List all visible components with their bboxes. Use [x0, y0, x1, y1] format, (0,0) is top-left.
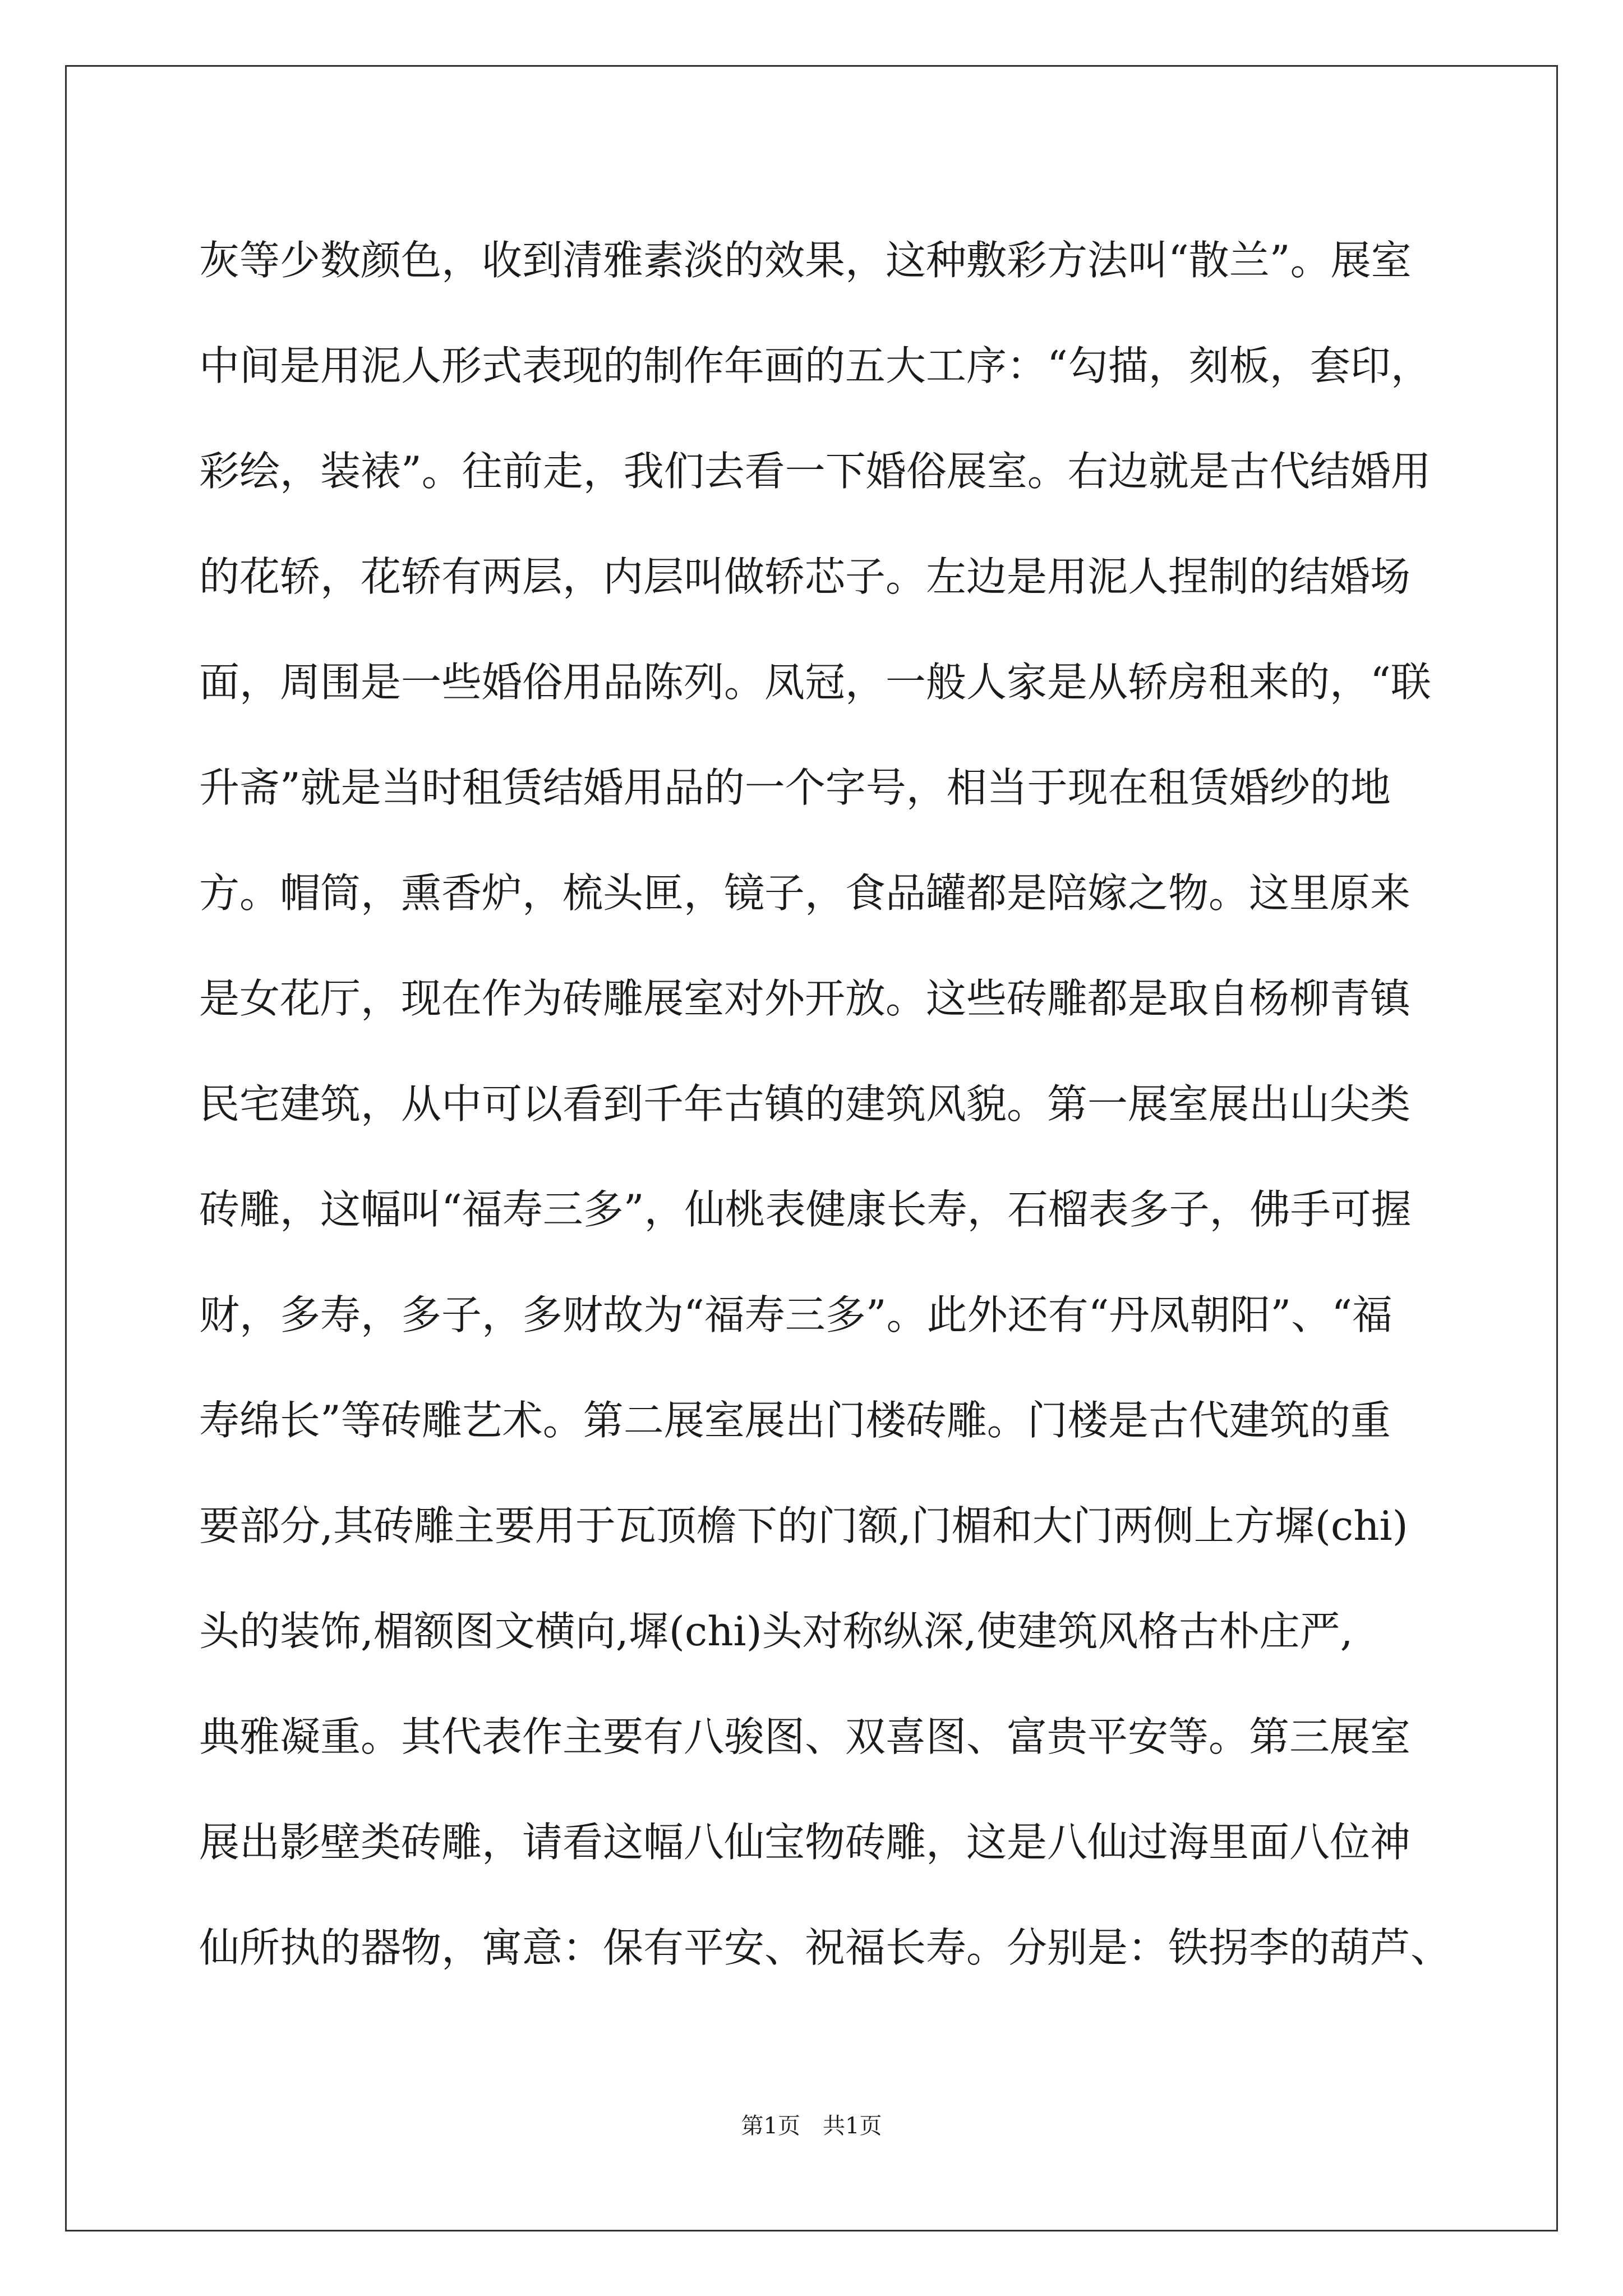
text-line: 寿绵长”等砖雕艺术。第二展室展出门楼砖雕。门楼是古代建筑的重: [199, 1397, 1391, 1444]
text-line: 要部分,其砖雕主要用于瓦顶檐下的门额,门楣和大门两侧上方墀(chi): [199, 1502, 1408, 1549]
text-line: 彩绘，装裱”。往前走，我们去看一下婚俗展室。右边就是古代结婚用: [199, 448, 1431, 495]
text-line: 中间是用泥人形式表现的制作年画的五大工序：“勾描，刻板，套印，: [199, 342, 1431, 389]
text-line: 灰等少数颜色，收到清雅素淡的效果，这种敷彩方法叫“散兰”。展室: [199, 237, 1412, 284]
page-footer: 第1页 共1页: [741, 2113, 882, 2139]
text-line: 方。帽筒，熏香炉，梳头匣，镜子，食品罐都是陪嫁之物。这里原来: [199, 869, 1411, 917]
text-line: 砖雕，这幅叫“福寿三多”，仙桃表健康长寿，石榴表多子，佛手可握: [199, 1186, 1412, 1233]
text-line: 升斋”就是当时租赁结婚用品的一个字号，相当于现在租赁婚纱的地: [199, 764, 1391, 811]
text-line: 典雅凝重。其代表作主要有八骏图、双喜图、富贵平安等。第三展室: [199, 1713, 1411, 1760]
text-line: 财，多寿，多子，多财故为“福寿三多”。此外还有“丹凤朝阳”、“福: [199, 1291, 1393, 1338]
text-line: 的花轿，花轿有两层，内层叫做轿芯子。左边是用泥人捏制的结婚场: [199, 553, 1411, 600]
body-text: [199, 208, 1451, 2000]
text-line: 面，周围是一些婚俗用品陈列。凤冠，一般人家是从轿房租来的，“联: [199, 659, 1431, 706]
text-line: 是女花厅，现在作为砖雕展室对外开放。这些砖雕都是取自杨柳青镇: [199, 975, 1411, 1022]
text-line: 仙所执的器物，寓意：保有平安、祝福长寿。分别是：铁拐李的葫芦、: [199, 1924, 1451, 1971]
text-line: 展出影壁类砖雕，请看这幅八仙宝物砖雕，这是八仙过海里面八位神: [199, 1819, 1411, 1866]
text-line: 民宅建筑，从中可以看到千年古镇的建筑风貌。第一展室展出山尖类: [199, 1080, 1411, 1128]
text-line: 头的装饰,楣额图文横向,墀(chi)头对称纵深,使建筑风格古朴庄严,: [199, 1608, 1353, 1655]
